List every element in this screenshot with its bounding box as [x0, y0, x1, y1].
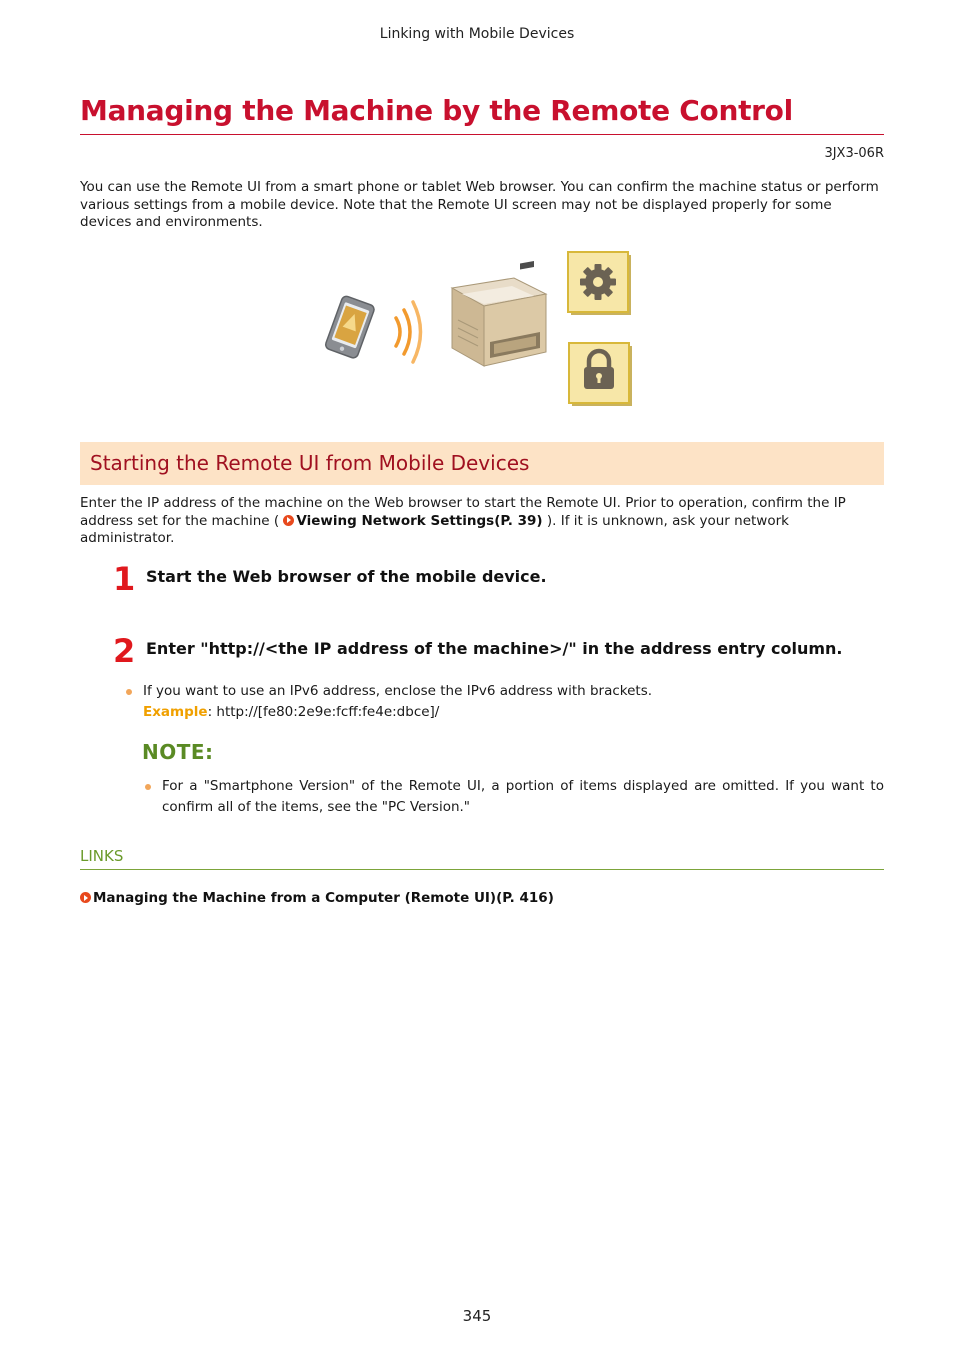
remote-ui-computer-link[interactable] — [80, 890, 554, 906]
link-arrow-icon — [283, 515, 294, 526]
ipv6-bullet — [143, 681, 883, 723]
link-arrow-icon — [80, 892, 91, 903]
step-2-text: Enter "http://<the IP address of the machine>/" in the address entry column. — [146, 639, 843, 658]
example-label: Example — [143, 704, 208, 720]
step-1-number: 1 — [113, 560, 136, 598]
step-1-text: Start the Web browser of the mobile device. — [146, 567, 547, 586]
note-bullet-dot-icon — [145, 784, 151, 790]
viewing-network-settings-link[interactable] — [283, 513, 542, 529]
viewing-network-settings-label: Viewing Network Settings(P. 39) — [296, 512, 543, 529]
remote-control-illustration — [324, 248, 636, 410]
page-title: Managing the Machine by the Remote Control — [80, 94, 793, 127]
note-text: For a "Smartphone Version" of the Remote UI, a portion of items displayed are omitted. If you want to confirm all of the items, see the "PC Version." — [162, 778, 884, 815]
links-rule — [80, 869, 884, 870]
section-text-after: ). If it is unknown, ask your network administrator. — [80, 512, 789, 546]
step-2-number: 2 — [113, 632, 136, 670]
intro-paragraph: You can use the Remote UI from a smart phone or tablet Web browser. You can confirm the machine status or perform various settings from a mobile device. Note that the Remote UI screen may not be displayed properly for some devices and environments. — [80, 179, 879, 230]
section-title: Starting the Remote UI from Mobile Devices — [90, 451, 530, 475]
wireless-signal-icon — [396, 302, 421, 362]
smartphone-icon — [324, 295, 375, 359]
settings-gear-icon — [568, 252, 631, 315]
example-value: : http://[fe80:2e9e:fcff:fe4e:dbce]/ — [207, 704, 440, 720]
remote-ui-computer-link-label: Managing the Machine from a Computer (Remote UI)(P. 416) — [93, 890, 554, 906]
lock-icon — [569, 343, 632, 406]
printer-icon — [452, 261, 546, 366]
page-number: 345 — [462, 1307, 492, 1325]
section-text-before: Enter the IP address of the machine on the Web browser to start the Remote UI. Prior to operation, confirm the IP address set for the machine ( — [80, 495, 846, 529]
bullet-dot-icon — [126, 689, 132, 695]
ipv6-bullet-text: If you want to use an IPv6 address, enclose the IPv6 address with brackets. — [143, 683, 653, 699]
title-rule — [80, 134, 884, 135]
example-line — [143, 702, 883, 723]
section-banner — [80, 442, 884, 485]
illustration-graphic — [324, 248, 636, 410]
document-code: 3JX3-06R — [824, 146, 884, 161]
note-heading: NOTE: — [142, 740, 214, 764]
running-header: Linking with Mobile Devices — [379, 26, 575, 42]
section-paragraph — [80, 495, 880, 548]
links-heading: LINKS — [80, 847, 124, 865]
